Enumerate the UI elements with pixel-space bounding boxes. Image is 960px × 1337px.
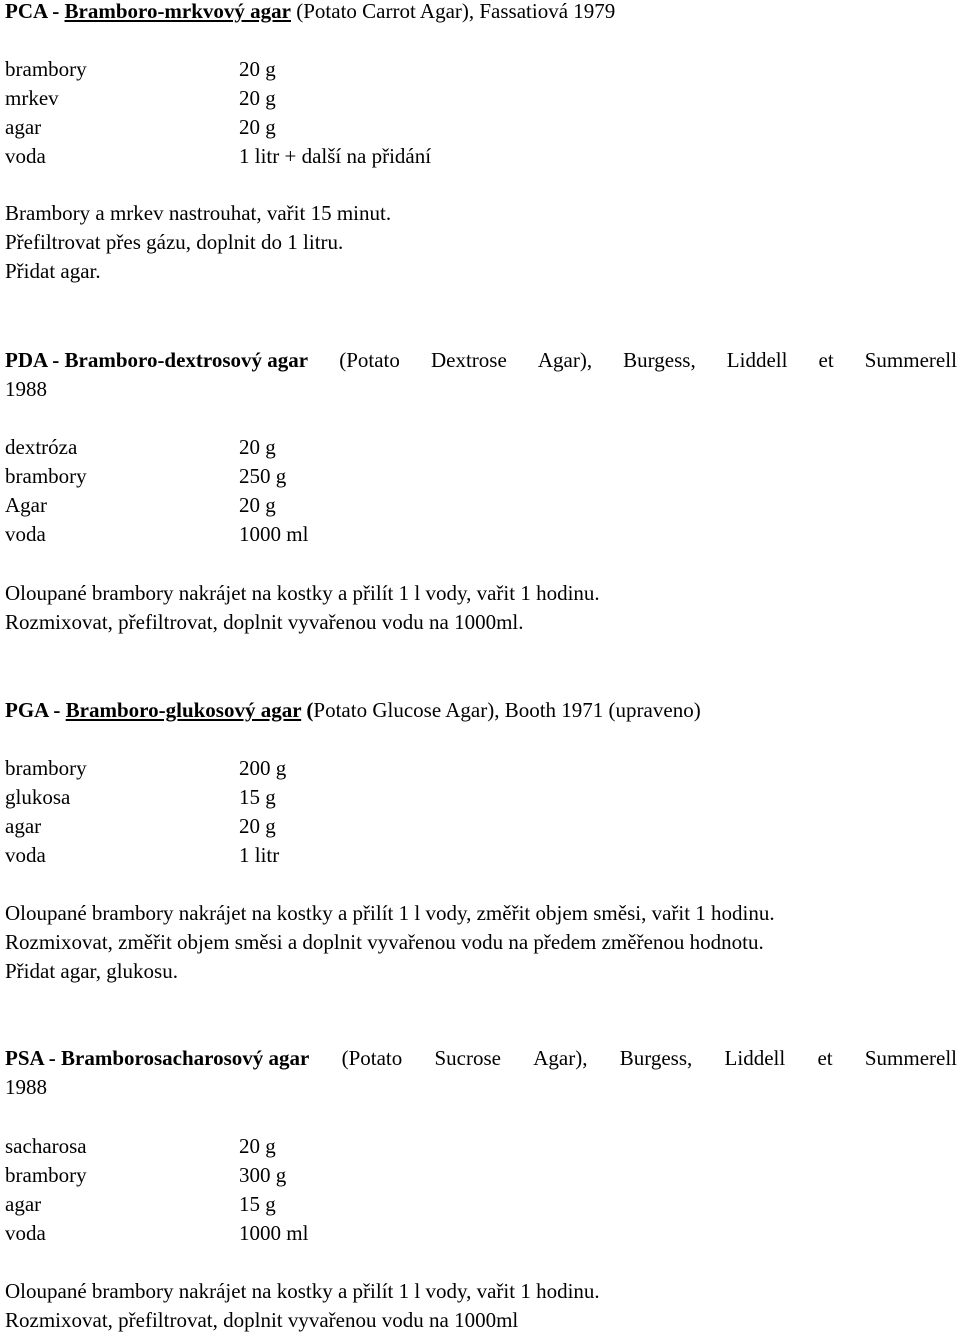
psa-title: PSA - Bramborosacharosový agar (Potato Sucrose Agar), Burgess, Liddell et Summerell	[5, 1046, 957, 1070]
pca-name: Bramboro-mrkvový agar	[64, 0, 291, 23]
ingredient-amount: 20 g	[239, 814, 276, 838]
psa-year: 1988	[5, 1075, 47, 1099]
ingredient-amount: 1000 ml	[239, 1221, 309, 1245]
ingredient-name: agar	[5, 1192, 42, 1216]
pca-code: PCA	[5, 0, 47, 23]
ingredient-name: brambory	[5, 756, 87, 780]
ingredient-name: brambory	[5, 1163, 87, 1187]
instruction-line: Přefiltrovat přes gázu, doplnit do 1 litru.	[5, 230, 344, 254]
pda-name: Bramboro-dextrosový agar	[64, 348, 309, 372]
pga-code: PGA	[5, 698, 49, 722]
pga-title: PGA - Bramboro-glukosový agar (Potato Glucose Agar), Booth 1971 (upraveno)	[5, 698, 701, 722]
ingredient-name: mrkev	[5, 86, 59, 110]
instruction-line: Rozmixovat, přefiltrovat, doplnit vyvařenou vodu na 1000ml	[5, 1308, 519, 1332]
instruction-line: Rozmixovat, přefiltrovat, doplnit vyvařenou vodu na 1000ml.	[5, 610, 524, 634]
psa-code: PSA	[5, 1046, 44, 1070]
ingredient-name: dextróza	[5, 435, 78, 459]
ingredient-amount: 1000 ml	[239, 522, 309, 546]
ingredient-name: glukosa	[5, 785, 71, 809]
ingredient-amount: 200 g	[239, 756, 287, 780]
ingredient-name: voda	[5, 522, 46, 546]
ingredient-amount: 20 g	[239, 115, 276, 139]
pca-english: Potato Carrot Agar), Fassatiová 1979	[303, 0, 616, 23]
instruction-line: Oloupané brambory nakrájet na kostky a přilít 1 l vody, vařit 1 hodinu.	[5, 1279, 600, 1303]
pda-code: PDA	[5, 348, 47, 372]
ingredient-name: brambory	[5, 57, 87, 81]
pca-title: PCA - Bramboro-mrkvový agar (Potato Carrot Agar), Fassatiová 1979	[5, 0, 616, 23]
instruction-line: Rozmixovat, změřit objem směsi a doplnit vyvařenou vodu na předem změřenou hodnotu.	[5, 930, 764, 954]
pga-name: Bramboro-glukosový agar	[65, 698, 302, 722]
ingredient-amount: 20 g	[239, 86, 276, 110]
instruction-line: Oloupané brambory nakrájet na kostky a přilít 1 l vody, vařit 1 hodinu.	[5, 581, 600, 605]
instruction-line: Oloupané brambory nakrájet na kostky a přilít 1 l vody, změřit objem směsi, vařit 1 hodinu.	[5, 901, 775, 925]
ingredient-amount: 15 g	[239, 785, 276, 809]
instruction-line: Přidat agar, glukosu.	[5, 959, 178, 983]
psa-name: Bramborosacharosový agar	[61, 1046, 310, 1070]
ingredient-amount: 1 litr	[239, 843, 280, 867]
ingredient-name: voda	[5, 843, 46, 867]
ingredient-name: Agar	[5, 493, 47, 517]
ingredient-amount: 20 g	[239, 1134, 276, 1158]
ingredient-amount: 15 g	[239, 1192, 276, 1216]
ingredient-amount: 300 g	[239, 1163, 287, 1187]
ingredient-amount: 20 g	[239, 435, 276, 459]
ingredient-name: voda	[5, 1221, 46, 1245]
ingredient-name: agar	[5, 115, 42, 139]
ingredient-amount: 250 g	[239, 464, 287, 488]
ingredient-name: brambory	[5, 464, 87, 488]
pda-year: 1988	[5, 377, 47, 401]
ingredient-amount: 20 g	[239, 57, 276, 81]
ingredient-amount: 20 g	[239, 493, 276, 517]
pda-title: PDA - Bramboro-dextrosový agar (Potato Dextrose Agar), Burgess, Liddell et Summerell	[5, 348, 957, 372]
ingredient-name: sacharosa	[5, 1134, 87, 1158]
ingredient-amount: 1 litr + další na přidání	[239, 144, 432, 168]
instruction-line: Přidat agar.	[5, 259, 101, 283]
ingredient-name: agar	[5, 814, 42, 838]
ingredient-name: voda	[5, 144, 46, 168]
instruction-line: Brambory a mrkev nastrouhat, vařit 15 minut.	[5, 201, 392, 225]
pga-english: Potato Glucose Agar), Booth 1971 (upraveno)	[313, 698, 701, 722]
